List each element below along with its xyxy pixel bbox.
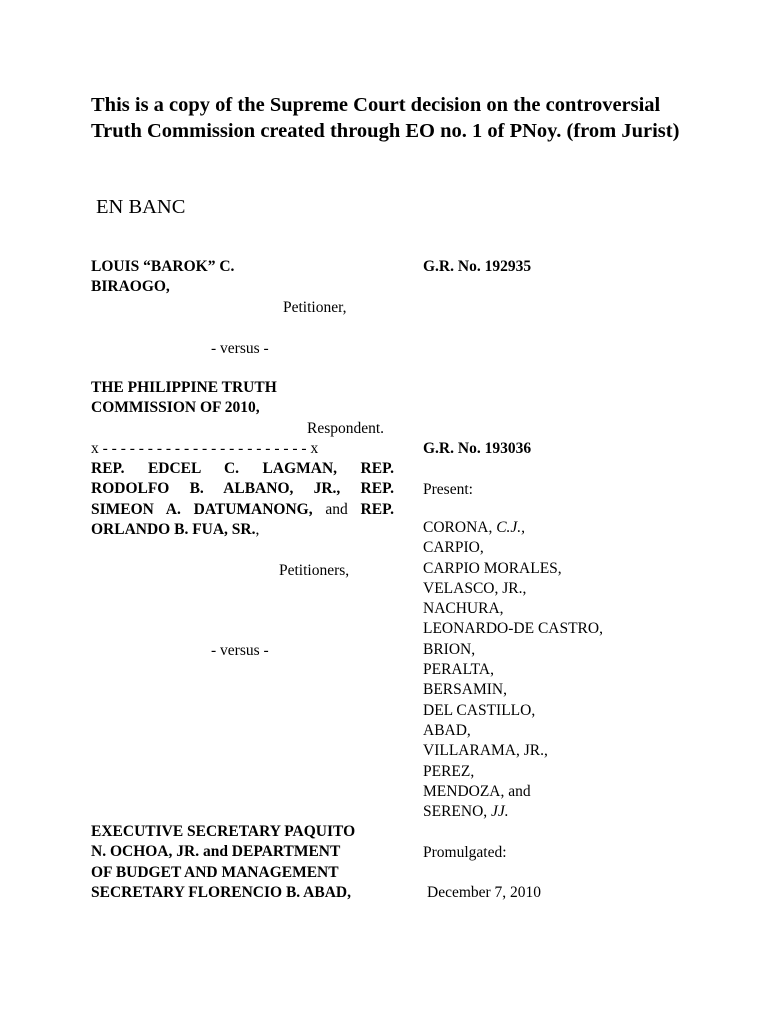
justice-name: LEONARDO-DE CASTRO, xyxy=(423,620,603,638)
justice-item xyxy=(423,701,603,721)
versus-2: - versus - xyxy=(211,642,269,659)
justice-item xyxy=(423,579,603,599)
justice-name: VILLARAMA, JR., xyxy=(423,742,548,760)
petitioner-1-line-2: BIRAOGO, xyxy=(91,278,170,295)
justice-item xyxy=(423,599,603,619)
en-banc-label: EN BANC xyxy=(96,196,186,218)
justice-name: ABAD, xyxy=(423,721,471,739)
respondents-2-line-4: SECRETARY FLORENCIO B. ABAD, xyxy=(91,884,351,901)
gr-number-1: G.R. No. 192935 xyxy=(423,258,532,275)
justice-item xyxy=(423,782,603,802)
justice-name: SERENO, xyxy=(423,803,492,821)
respondents-2-line-3: OF BUDGET AND MANAGEMENT xyxy=(91,864,339,881)
document-heading: This is a copy of the Supreme Court decision on the controversial Truth Commission created through EO no. 1 of PNoy. (from Jurist) xyxy=(91,94,680,142)
justice-name: BRION, xyxy=(423,640,476,658)
justice-item xyxy=(423,741,603,761)
respondent-1-line-2: COMMISSION OF 2010, xyxy=(91,399,260,416)
petitioners-2-block xyxy=(91,459,394,540)
respondents-2-line-1: EXECUTIVE SECRETARY PAQUITO xyxy=(91,823,356,840)
petitioners-2-and: and xyxy=(312,500,361,518)
justice-name: MENDOZA, and xyxy=(423,782,531,800)
justice-item xyxy=(423,640,603,660)
justice-item xyxy=(423,559,603,579)
justice-name: CORONA, xyxy=(423,519,497,536)
petitioners-2-comma: , xyxy=(255,520,260,538)
justice-item xyxy=(423,538,603,558)
justice-item xyxy=(423,619,603,639)
promulgated-date: December 7, 2010 xyxy=(427,884,542,901)
justice-item xyxy=(423,762,603,782)
justice-name: CARPIO, xyxy=(423,539,484,557)
respondent-1-role: Respondent. xyxy=(307,420,385,437)
respondent-1-line-1: THE PHILIPPINE TRUTH xyxy=(91,379,277,396)
justice-name: BERSAMIN, xyxy=(423,681,507,699)
case-separator: x - - - - - - - - - - - - - - - - - - - - - - - x xyxy=(91,440,319,457)
justice-item xyxy=(423,802,603,822)
petitioner-1-role: Petitioner, xyxy=(283,299,347,316)
versus-1: - versus - xyxy=(211,340,269,357)
justice-item xyxy=(423,660,603,680)
justice-name: DEL CASTILLO, xyxy=(423,701,536,719)
justice-title: JJ. xyxy=(491,803,509,821)
promulgated-label: Promulgated: xyxy=(423,844,507,861)
justice-item xyxy=(423,518,603,538)
gr-number-2: G.R. No. 193036 xyxy=(423,440,532,457)
petitioner-1-line-1: LOUIS “BAROK” C. xyxy=(91,258,235,275)
justice-name: PERALTA, xyxy=(423,661,494,679)
present-label: Present: xyxy=(423,481,473,498)
petitioners-2-role: Petitioners, xyxy=(279,562,350,579)
respondents-2-line-2: N. OCHOA, JR. and DEPARTMENT xyxy=(91,843,341,860)
justice-item xyxy=(423,721,603,741)
justice-item xyxy=(423,680,603,700)
justices-list xyxy=(423,518,603,822)
justice-title: C.J., xyxy=(496,519,526,536)
justice-name: NACHURA, xyxy=(423,600,504,618)
justice-name: CARPIO MORALES, xyxy=(423,559,562,577)
petitioners-2-names-a: REP. EDCEL C. LAGMAN, REP. RODOLFO B. ALBANO, JR., REP. SIMEON A. DATUMANONG, xyxy=(91,460,394,518)
justice-name: VELASCO, JR., xyxy=(423,579,527,597)
justice-name: PEREZ, xyxy=(423,762,475,780)
petitioners-2-names-c: REP. ORLANDO B. FUA, SR. xyxy=(91,500,394,538)
